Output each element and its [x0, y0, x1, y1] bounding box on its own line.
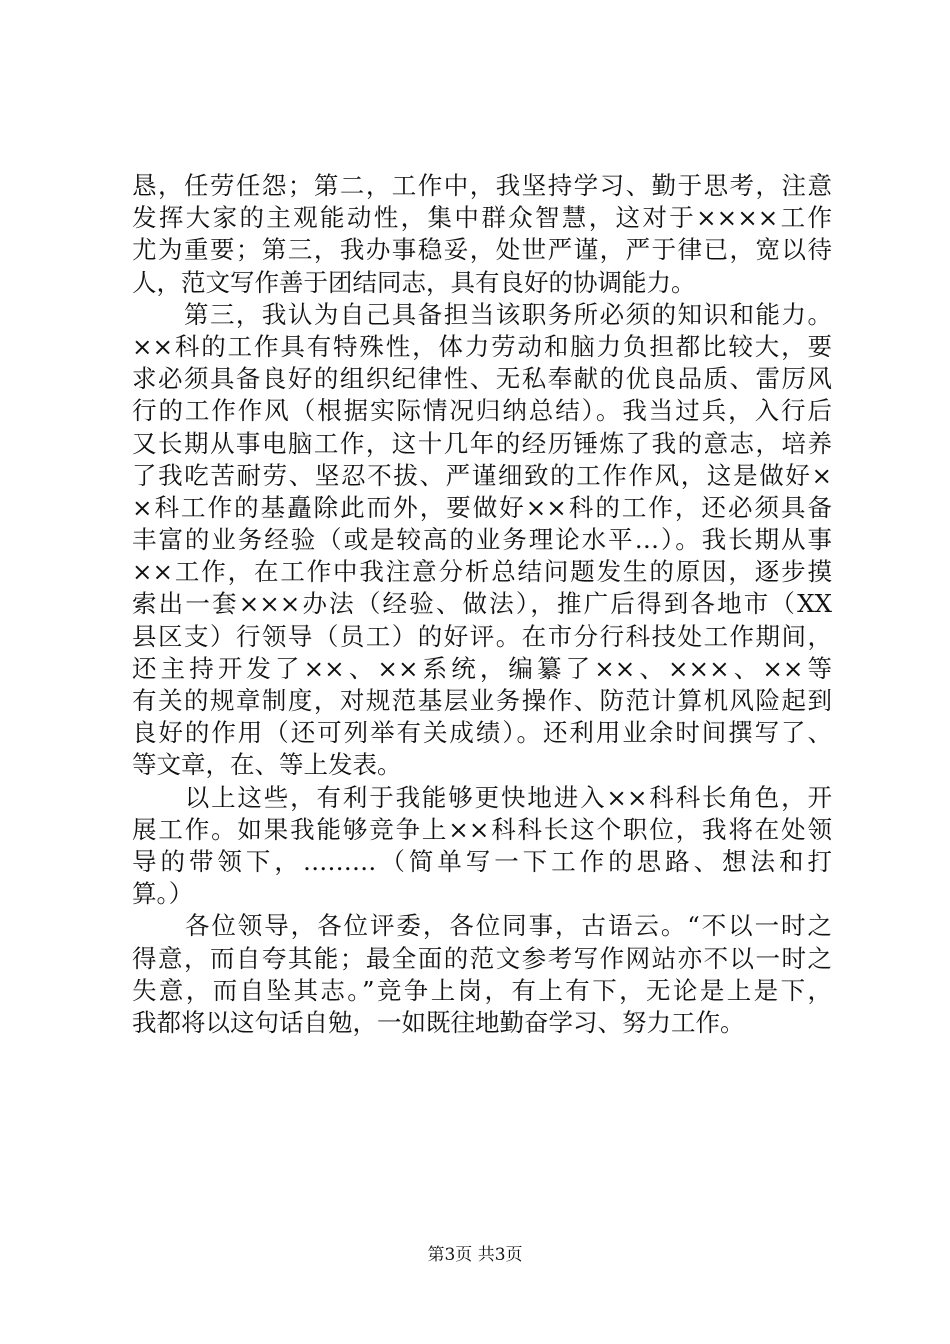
text-line: ×科工作的基矗除此而外，要做好××科的工作，还必须具备	[132, 492, 832, 522]
text-line: 以上这些，有利于我能够更快地进入××科科长角色，开	[132, 782, 832, 812]
text-line: 第三，我认为自己具备担当该职务所必须的知识和能力。	[132, 299, 832, 329]
text-line: 导的带领下，………（简单写一下工作的思路、想法和打	[132, 846, 832, 876]
text-line: 又长期从事电脑工作，这十几年的经历锤炼了我的意志，培养	[132, 428, 832, 458]
text-line: 恳，任劳任怨；第二，工作中，我坚持学习、勤于思考，注意	[132, 171, 832, 200]
text-line: 求必须具备良好的组织纪律性、无私奉献的优良品质、雷厉风	[132, 364, 832, 394]
text-line: 县区支）行领导（员工）的好评。在市分行科技处工作期间，	[132, 621, 832, 651]
text-line: 算。）	[132, 879, 194, 909]
text-line: 索出一套×××办法（经验、做法），推广后得到各地市（XX	[132, 589, 832, 619]
text-line: 丰富的业务经验（或是较高的业务理论水平…）。我长期从事	[132, 525, 832, 555]
text-line: 人，范文写作善于团结同志，具有良好的协调能力。	[132, 267, 696, 297]
text-line: 我都将以这句话自勉，一如既往地勤奋学习、努力工作。	[132, 1007, 745, 1037]
text-line: 了我吃苦耐劳、坚忍不拔、严谨细致的工作作风，这是做好×	[132, 460, 832, 490]
text-line: 得意，而自夸其能；最全面的范文参考写作网站亦不以一时之	[132, 943, 832, 973]
text-line: 还主持开发了××、××系统，编纂了××、×××、××等	[132, 653, 832, 683]
text-line: 各位领导，各位评委，各位同事，古语云。“不以一时之	[132, 911, 832, 941]
text-line: 有关的规章制度，对规范基层业务操作、防范计算机风险起到	[132, 686, 832, 715]
text-line: 发挥大家的主观能动性，集中群众智慧，这对于××××工作	[132, 203, 832, 233]
page-number-footer: 第3页 共3页	[427, 1245, 523, 1265]
text-line: 行的工作作风（根据实际情况归纳总结）。我当过兵，入行后	[132, 396, 832, 426]
text-line: ××科的工作具有特殊性，体力劳动和脑力负担都比较大，要	[132, 331, 832, 361]
document-body	[132, 170, 832, 1039]
text-line: 良好的作用（还可列举有关成绩）。还利用业余时间撰写了、	[132, 718, 832, 748]
text-line: 等文章，在、等上发表。	[132, 750, 402, 780]
text-line: 展工作。如果我能够竞争上××科科长这个职位，我将在处领	[132, 814, 832, 844]
text-line: ××工作，在工作中我注意分析总结问题发生的原因，逐步摸	[132, 557, 832, 587]
text-line: 失意，而自坠其志。”竞争上岗，有上有下，无论是上是下，	[132, 975, 832, 1005]
text-line: 尤为重要；第三，我办事稳妥，处世严谨，严于律已，宽以待	[132, 235, 832, 265]
